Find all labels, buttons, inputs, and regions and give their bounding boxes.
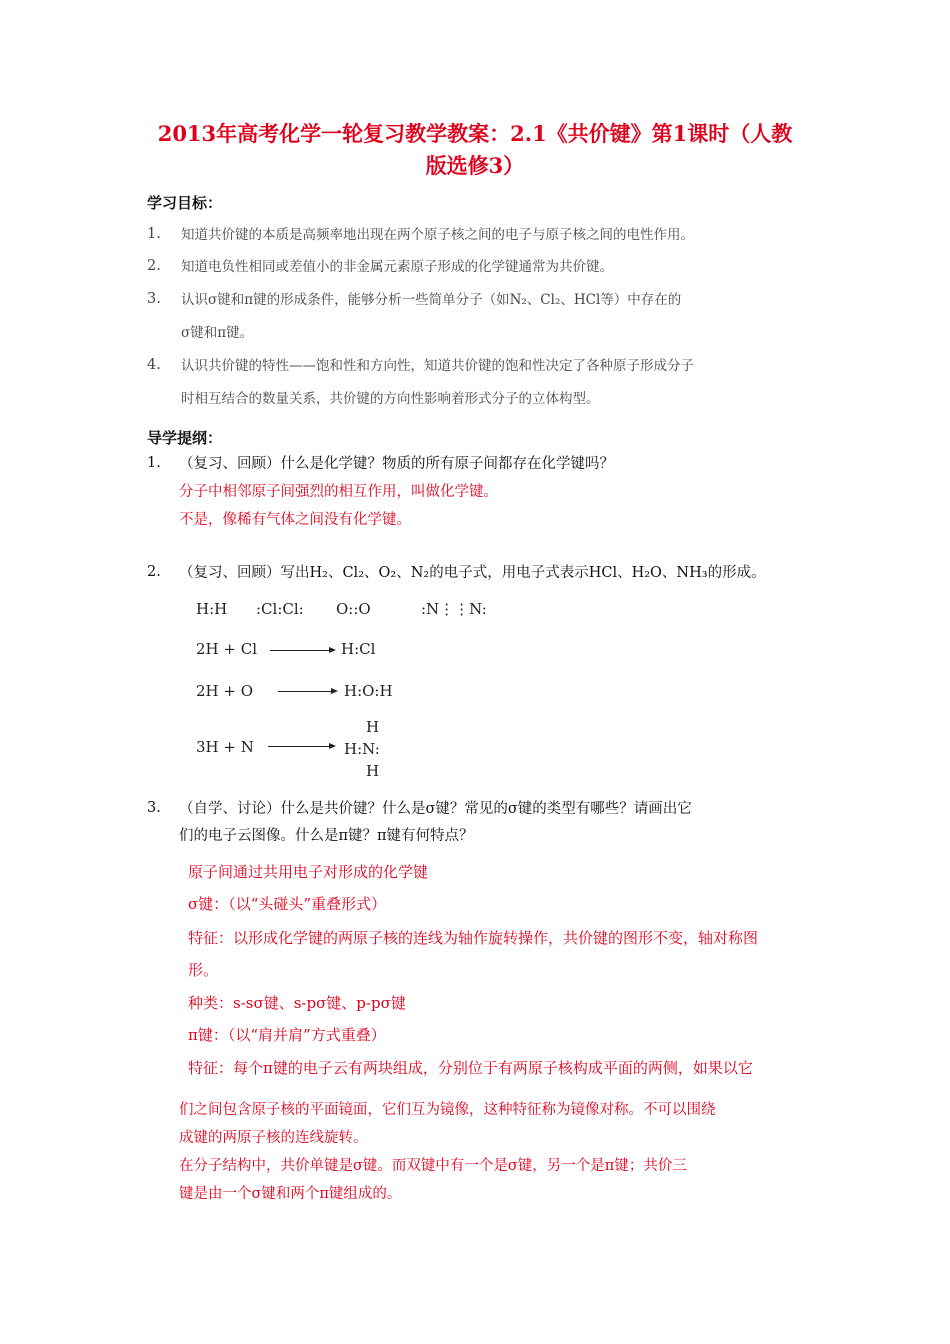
- hcl-product: H:Cl: [341, 640, 376, 658]
- q3-answer-bond-summary: 在分子结构中，共价单键是σ键。而双键中有一个是σ键，另一个是π键；共价三: [179, 1158, 687, 1174]
- objective-4-text: 认识共价键的特性——饱和性和方向性，知道共价键的饱和性决定了各种原子形成分子: [181, 358, 694, 374]
- q1-answer-1: 分子中相邻原子间强烈的相互作用，叫做化学键。: [179, 484, 498, 500]
- h2o-reactants: 2H + O: [196, 682, 254, 700]
- q3-answer-sigma-feature-cont: 形。: [188, 961, 219, 979]
- q3-answer-sigma: σ键：（以“头碰头”重叠形式）: [188, 895, 387, 913]
- q3-num: 3.: [147, 800, 161, 816]
- q3-answer-bond-summary-cont: 键是由一个σ键和两个π键组成的。: [179, 1186, 402, 1202]
- q3-answer-pi-feature: 特征：每个π键的电子云有两块组成，分别位于有两原子核构成平面的两侧，如果以它: [188, 1059, 753, 1077]
- nh3-product-center: H:N:: [344, 740, 380, 758]
- q3-answer-sigma-feature: 特征：以形成化学键的两原子核的连线为轴作旋转操作，共价键的图形不变，轴对称图: [188, 929, 759, 947]
- q2-question: （复习、回顾）写出H₂、Cl₂、O₂、N₂的电子式，用电子式表示HCl、H₂O、NH₃的形成。: [179, 565, 766, 581]
- objective-3-num: 3.: [147, 291, 161, 307]
- objective-4-text-cont: 时相互结合的数量关系，共价键的方向性影响着形式分子的立体构型。: [181, 391, 600, 407]
- title-line-1: 2013年高考化学一轮复习教学教案：2.1《共价键》第1课时（人教: [157, 121, 793, 146]
- q1-answer-2: 不是，像稀有气体之间没有化学键。: [179, 512, 411, 528]
- objective-3-text: 认识σ键和π键的形成条件，能够分析一些简单分子（如N₂、Cl₂、HCl等）中存在的: [181, 292, 682, 308]
- objective-3-text-cont: σ键和π键。: [181, 325, 254, 341]
- objective-1-num: 1.: [147, 226, 161, 242]
- h2o-reaction-arrow: [278, 691, 336, 692]
- o2-electron-formula: O::O: [336, 600, 371, 618]
- nh3-product-bottom-h: H: [366, 762, 380, 780]
- objective-4-num: 4.: [147, 357, 161, 373]
- nh3-reactants: 3H + N: [196, 738, 254, 756]
- q3-answer-pi: π键：（以“肩并肩”方式重叠）: [188, 1026, 386, 1044]
- nh3-reaction-arrow: [268, 746, 334, 747]
- n2-electron-formula: :N⋮⋮N:: [421, 600, 487, 618]
- hcl-reactants: 2H + Cl: [196, 640, 258, 658]
- title-line-2: 版选修3）: [425, 153, 525, 178]
- q1-question: （复习、回顾）什么是化学键？物质的所有原子间都存在化学键吗？: [179, 456, 614, 472]
- q3-answer-pi-rotation: 成键的两原子核的连线旋转。: [179, 1130, 368, 1146]
- objective-2-num: 2.: [147, 258, 161, 274]
- q2-num: 2.: [147, 564, 161, 580]
- objective-1-text: 知道共价键的本质是高频率地出现在两个原子核之间的电子与原子核之间的电性作用。: [181, 227, 694, 243]
- h2-electron-formula: H:H: [196, 600, 228, 618]
- objective-2-text: 知道电负性相同或差值小的非金属元素原子形成的化学键通常为共价键。: [181, 259, 613, 275]
- q3-question-2: 们的电子云图像。什么是π键？π键有何特点？: [179, 828, 474, 844]
- objectives-heading: 学习目标：: [147, 194, 223, 212]
- q3-answer-definition: 原子间通过共用电子对形成的化学键: [188, 863, 429, 881]
- outline-heading: 导学提纲：: [147, 429, 223, 447]
- q3-answer-pi-feature-cont: 们之间包含原子核的平面镜面，它们互为镜像，这种特征称为镜像对称。不可以围绕: [179, 1102, 716, 1118]
- cl2-electron-formula: :Cl:Cl:: [256, 600, 304, 618]
- q3-question-1: （自学、讨论）什么是共价键？什么是σ键？常见的σ键的类型有哪些？请画出它: [179, 801, 692, 817]
- hcl-reaction-arrow: [270, 650, 334, 651]
- nh3-product-top-h: H: [366, 718, 380, 736]
- q3-answer-sigma-types: 种类：s-sσ键、s-pσ键、p-pσ键: [188, 994, 406, 1012]
- h2o-product: H:O:H: [344, 682, 393, 700]
- q1-num: 1.: [147, 455, 161, 471]
- page-title: [120, 118, 830, 182]
